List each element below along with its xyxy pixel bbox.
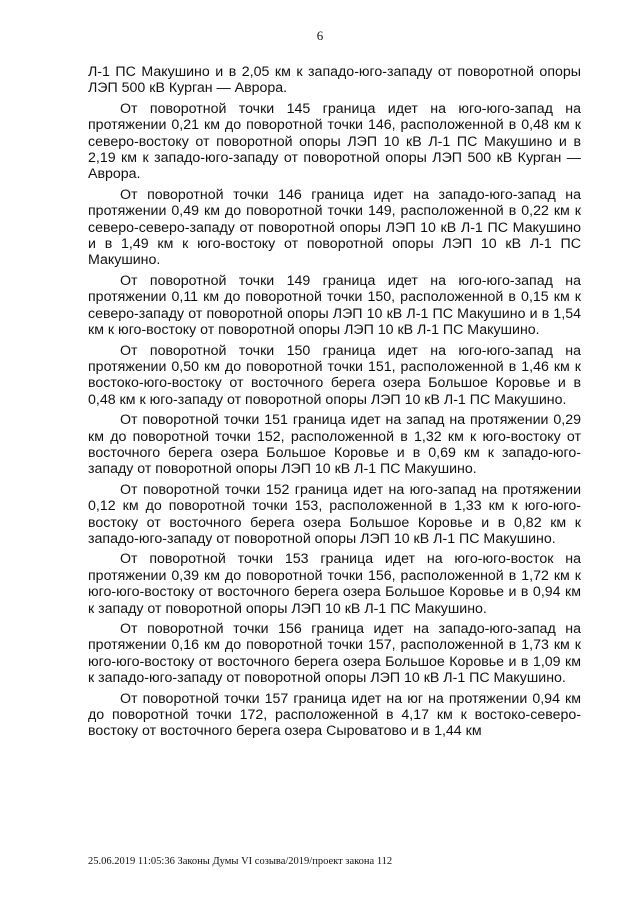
paragraph-point-146: От поворотной точки 146 граница идет на западо-юго-запад на протяжении 0,49 км до поворотной точки 149, расположенной в 0,22 км к северо-северо-западу от поворотной опоры ЛЭП 10 кВ Л-1 ПС Макушино и в 1,49 км к юго-востоку от поворотной опоры ЛЭП 10 кВ Л-1 ПС Макушино.	[88, 186, 581, 269]
paragraph-point-145: От поворотной точки 145 граница идет на юго-юго-запад на протяжении 0,21 км до поворотной точки 146, расположенной в 0,48 км к северо-востоку от поворотной опоры ЛЭП 10 кВ Л-1 ПС Макушино и в 2,19 км к западо-юго-западу от поворотной опоры ЛЭП 500 кВ Курган — Аврора.	[88, 100, 581, 183]
paragraph-point-156: От поворотной точки 156 граница идет на западо-юго-запад на протяжении 0,16 км до поворотной точки 157, расположенной в 1,73 км к юго-юго-востоку от восточного берега озера Большое Коровье и в 1,09 км к западо-юго-западу от поворотной опоры ЛЭП 10 кВ Л-1 ПС Макушино.	[88, 621, 581, 687]
paragraph-point-152: От поворотной точки 152 граница идет на юго-запад на протяжении 0,12 км до поворотной точки 153, расположенной в 1,33 км к юго-юго-востоку от восточного берега озера Большое Коровье и в 0,82 км к западо-юго-западу от поворотной опоры ЛЭП 10 кВ Л-1 ПС Макушино.	[88, 481, 581, 547]
paragraph-point-151: От поворотной точки 151 граница идет на запад на протяжении 0,29 км до поворотной точки 152, расположенной в 1,32 км к юго-востоку от восточного берега озера Большое Коровье и в 0,69 км к западо-юго-западу от поворотной опоры ЛЭП 10 кВ Л-1 ПС Макушино.	[88, 412, 581, 478]
body-text	[88, 64, 581, 744]
paragraph-point-149: От поворотной точки 149 граница идет на юго-юго-запад на протяжении 0,11 км до поворотной точки 150, расположенной в 0,15 км к северо-западу от поворотной опоры ЛЭП 10 кВ Л-1 ПС Макушино и в 1,54 км к юго-востоку от поворотной опоры ЛЭП 10 кВ Л-1 ПС Макушино.	[88, 272, 581, 339]
footer-path: 25.06.2019 11:05:36 Законы Думы VI созыва/2019/проект закона 112	[88, 856, 393, 867]
page-number: 6	[316, 28, 324, 43]
paragraph-point-153: От поворотной точки 153 граница идет на юго-юго-восток на протяжении 0,39 км до поворотной точки 156, расположенной в 1,72 км к юго-юго-востоку от восточного берега озера Большое Коровье и в 0,94 км к западу от поворотной опоры ЛЭП 10 кВ Л-1 ПС Макушино.	[88, 551, 581, 617]
paragraph-point-150: От поворотной точки 150 граница идет на юго-юго-запад на протяжении 0,50 км до поворотной точки 151, расположенной в 1,46 км к востоко-юго-востоку от восточного берега озера Большое Коровье и в 0,48 км к юго-западу от поворотной опоры ЛЭП 10 кВ Л-1 ПС Макушино.	[88, 342, 581, 408]
paragraph-point-157: От поворотной точки 157 граница идет на юг на протяжении 0,94 км до поворотной точки 172, расположенной в 4,17 км к востоко-северо-востоку от восточного берега озера Сыроватово и в 1,44 км	[88, 690, 581, 740]
paragraph-continuation: Л-1 ПС Макушино и в 2,05 км к западо-юго-западу от поворотной опоры ЛЭП 500 кВ Курган — Аврора.	[88, 64, 581, 97]
